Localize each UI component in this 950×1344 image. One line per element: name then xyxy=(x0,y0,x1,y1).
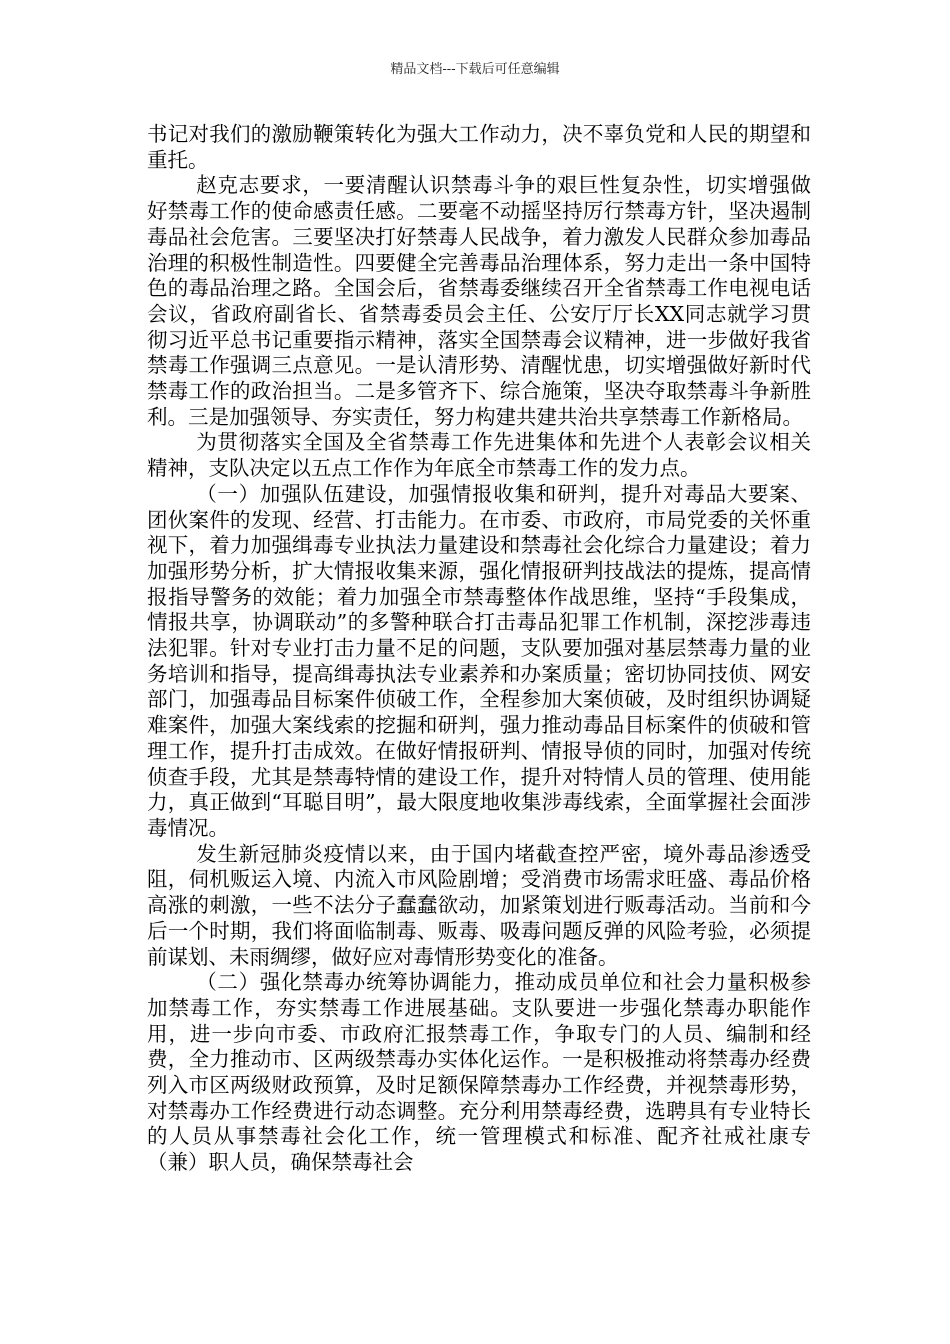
paragraph-section-two: （二）强化禁毒办统筹协调能力，推动成员单位和社会力量积极参加禁毒工作，夯实禁毒工作进展基础。支队要进一步强化禁毒办职能作用，进一步向市委、市政府汇报禁毒工作，争取专门的人员、编制和经费，全力推动市、区两级禁毒办实体化运作。一是积极推动将禁毒办经费列入市区两级财政预算，及时足额保障禁毒办工作经费，并视禁毒形势，对禁毒办工作经费进行动态调整。充分利用禁毒经费，选聘具有专业特长的人员从事禁毒社会化工作，统一管理模式和标准、配齐社戒社康专（兼）职人员，确保禁毒社会 xyxy=(147,970,811,1175)
paragraph-five-points-intro: 为贯彻落实全国及全省禁毒工作先进集体和先进个人表彰会议相关精神，支队决定以五点工作作为年底全市禁毒工作的发力点。 xyxy=(147,430,811,481)
paragraph-zhao-requirements: 赵克志要求，一要清醒认识禁毒斗争的艰巨性复杂性，切实增强做好禁毒工作的使命感责任感。二要毫不动摇坚持厉行禁毒方针，坚决遏制毒品社会危害。三要坚决打好禁毒人民战争，着力激发人民群众参加毒品治理的积极性制造性。四要健全完善毒品治理体系，努力走出一条中国特色的毒品治理之路。全国会后，省禁毒委继续召开全省禁毒工作电视电话会议，省政府副省长、省禁毒委员会主任、公安厅厅长XX同志就学习贯彻习近平总书记重要指示精神，落实全国禁毒会议精神，进一步做好我省禁毒工作强调三点意见。一是认清形势、清醒忧患，切实增强做好新时代禁毒工作的政治担当。二是多管齐下、综合施策，坚决夺取禁毒斗争新胜利。三是加强领导、夯实责任，努力构建共建共治共享禁毒工作新格局。 xyxy=(147,173,811,429)
paragraph-epidemic-situation: 发生新冠肺炎疫情以来，由于国内堵截查控严密，境外毒品渗透受阻，伺机贩运入境、内流入市风险剧增；受消费市场需求旺盛、毒品价格高涨的刺激，一些不法分子蠢蠢欲动，加紧策划进行贩毒活动。当前和今后一个时期，我们将面临制毒、贩毒、吸毒问题反弹的风险考验，必须提前谋划、未雨绸缪，做好应对毒情形势变化的准备。 xyxy=(147,841,811,969)
page-header: 精品文档---下载后可任意编辑 xyxy=(390,62,560,77)
paragraph-continuation: 书记对我们的激励鞭策转化为强大工作动力，决不辜负党和人民的期望和重托。 xyxy=(147,122,811,172)
paragraph-section-one: （一）加强队伍建设，加强情报收集和研判，提升对毒品大要案、团伙案件的发现、经营、打击能力。在市委、市政府，市局党委的关怀重视下，着力加强缉毒专业执法力量建设和禁毒社会化综合力量建设；着力加强形势分析，扩大情报收集来源，强化情报研判技战法的提炼，提高情报指导警务的效能；着力加强全市禁毒整体作战思维，坚持“手段集成，情报共享，协调联动”的多警种联合打击毒品犯罪工作机制，深挖涉毒违法犯罪。针对专业打击力量不足的问题，支队要加强对基层禁毒力量的业务培训和指导，提高缉毒执法专业素养和办案质量；密切协同技侦、网安部门，加强毒品目标案件侦破工作，全程参加大案侦破，及时组织协调疑难案件，加强大案线索的挖掘和研判，强力推动毒品目标案件的侦破和管理工作，提升打击成效。在做好情报研判、情报导侦的同时，加强对传统侦查手段，尤其是禁毒特情的建设工作，提升对特情人员的管理、使用能力，真正做到“耳聪目明”，最大限度地收集涉毒线索，全面掌握社会面涉毒情况。 xyxy=(147,481,811,840)
document-body xyxy=(147,122,811,1176)
